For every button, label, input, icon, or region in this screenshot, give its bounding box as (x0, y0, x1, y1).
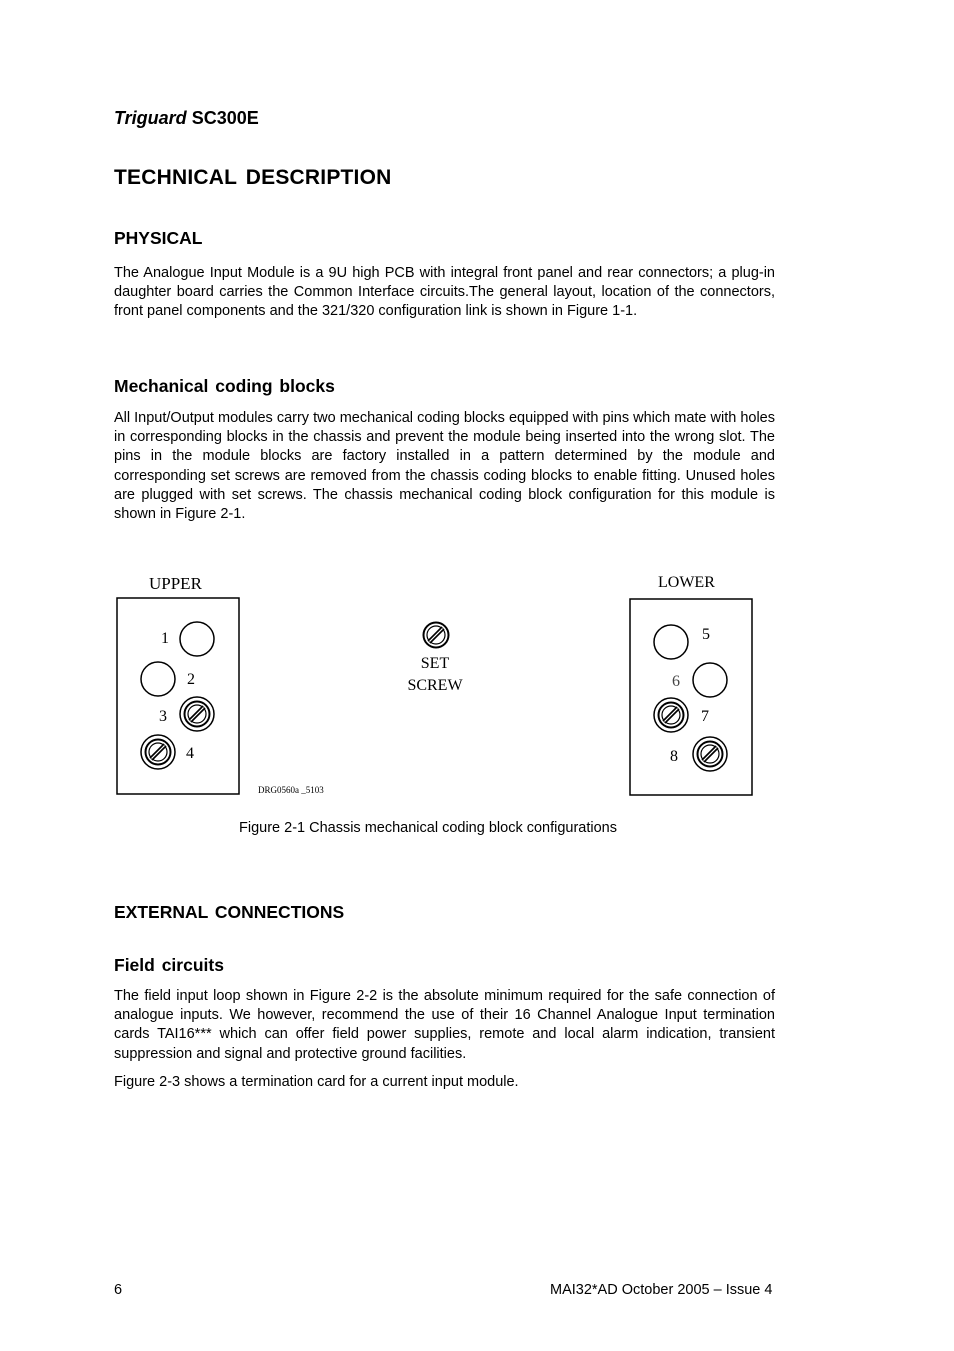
drawing-reference: DRG0560a _5103 (258, 785, 324, 795)
lower-number-8: 8 (670, 748, 678, 765)
section-heading-field: Field circuits (114, 955, 224, 975)
set-screw-icon (146, 740, 171, 765)
brand-name: Triguard (114, 108, 187, 128)
paragraph-coding: All Input/Output modules carry two mechanical coding blocks equipped with pins which mate with holes in corresponding blocks in the chassis and prevent the module being inserted into the wrong slot. The pins in the module blocks are factory installed in a pattern determined by the module and corresponding set screws are removed from the chassis coding blocks to enable fitting. Unused holes are plugged with set screws. The chassis mechanical coding block configuration for this module is shown in Figure 2-1. (114, 410, 775, 523)
model-name: SC300E (186, 108, 259, 128)
section-heading-coding: Mechanical coding blocks (114, 376, 335, 396)
screw-label: SCREW (407, 677, 463, 694)
hole-1 (180, 622, 214, 656)
paragraph-field-2: Figure 2-3 shows a termination card for a current input module. (114, 1074, 519, 1090)
upper-number-2: 2 (187, 671, 195, 688)
set-label: SET (420, 655, 450, 672)
page-number: 6 (114, 1282, 123, 1298)
lower-number-7: 7 (701, 708, 709, 725)
document-reference: MAI32*AD October 2005 – Issue 4 (550, 1282, 773, 1298)
upper-number-1: 1 (161, 630, 169, 647)
section-heading-external: EXTERNAL CONNECTIONS (114, 902, 345, 922)
set-screw-icon (659, 703, 684, 728)
upper-number-4: 4 (186, 745, 194, 762)
upper-number-3: 3 (159, 708, 167, 725)
upper-label: UPPER (149, 574, 202, 593)
lower-label: LOWER (658, 574, 715, 591)
lower-number-5: 5 (702, 626, 710, 643)
figure-caption: Figure 2-1 Chassis mechanical coding block configurations (239, 820, 617, 836)
set-screw-icon (698, 742, 723, 767)
lower-number-6: 6 (672, 673, 680, 690)
section-heading-physical: PHYSICAL (114, 228, 203, 248)
set-screw-icon (185, 702, 210, 727)
hole-2 (141, 662, 175, 696)
hole-6 (693, 663, 727, 697)
set-screw-icon (424, 623, 449, 648)
lower-block (630, 599, 752, 795)
upper-block (117, 598, 239, 794)
hole-5 (654, 625, 688, 659)
page-title: TECHNICAL DESCRIPTION (114, 166, 392, 189)
coding-block-figure (0, 560, 954, 810)
document-header (114, 108, 259, 129)
paragraph-physical: The Analogue Input Module is a 9U high PCB with integral front panel and rear connectors; a plug-in daughter board carries the Common Interface circuits.The general layout, location of the connectors, front panel components and the 321/320 configuration link is shown in Figure 1-1. (114, 265, 775, 320)
paragraph-field: The field input loop shown in Figure 2-2 is the absolute minimum required for the safe connection of analogue inputs. We however, recommend the use of their 16 Channel Analogue Input termination cards TAI16*** which can offer field power supplies, remote and local alarm indication, transient suppression and signal and protective ground facilities. (114, 988, 775, 1062)
